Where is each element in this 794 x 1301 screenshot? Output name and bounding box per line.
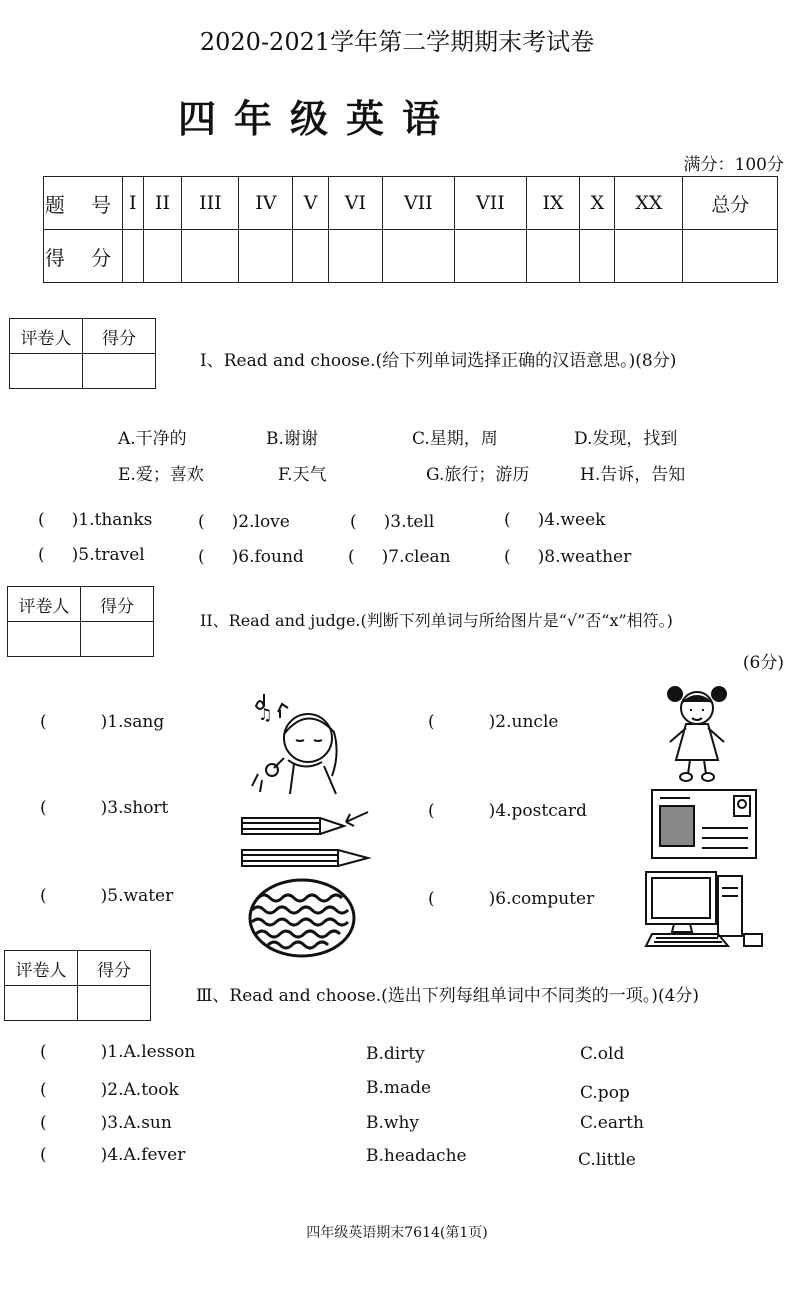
s3-row-2-b: B.made: [366, 1078, 432, 1098]
s3-row-3-c: C.earth: [580, 1113, 644, 1133]
score-cell[interactable]: [143, 230, 182, 283]
grader-cell[interactable]: [8, 622, 81, 657]
s2-question-4[interactable]: ( )4.postcard: [428, 801, 587, 821]
s1-question-7[interactable]: ( )7.clean: [348, 547, 451, 567]
grader-cell[interactable]: [10, 354, 83, 389]
s1-question-8[interactable]: ( )8.weather: [504, 547, 632, 567]
score-cell[interactable]: [580, 230, 615, 283]
watermelon-picture: [248, 878, 356, 958]
s1-question-5[interactable]: ( )5.travel: [38, 545, 145, 565]
s3-row-2-c: C.pop: [580, 1083, 630, 1103]
s1-question-4[interactable]: ( )4.week: [504, 510, 606, 530]
grader-label: 评卷人: [8, 587, 81, 622]
score-table-header-row: [44, 177, 778, 230]
option-h: H.告诉，告知: [580, 465, 686, 485]
section-1-title: I、Read and choose.(给下列单词选择正确的汉语意思。)(8分): [200, 351, 677, 371]
column-header-total: 总分: [683, 177, 778, 230]
column-header: XX: [615, 177, 683, 230]
column-header: I: [123, 177, 144, 230]
exam-subtitle: 四年级英语: [178, 96, 459, 141]
grader-box-2: [7, 586, 154, 657]
s3-row-4-b: B.headache: [366, 1146, 467, 1166]
grader-cell[interactable]: [5, 986, 78, 1021]
computer-picture: [644, 868, 768, 952]
column-header: VII: [454, 177, 526, 230]
page-footer: 四年级英语期末7614(第1页): [306, 1225, 488, 1241]
s3-row-4-c: C.little: [578, 1150, 636, 1170]
score-table-score-row: [44, 230, 778, 283]
s3-row-1-a[interactable]: ( )1.A.lesson: [40, 1042, 196, 1062]
s3-row-3-a[interactable]: ( )3.A.sun: [40, 1113, 172, 1133]
score-cell[interactable]: [615, 230, 683, 283]
column-header: IV: [239, 177, 293, 230]
exam-title: 2020-2021学年第二学期期末考试卷: [199, 28, 595, 56]
grader-box-3: [4, 950, 151, 1021]
pencils-picture: [240, 808, 374, 874]
grader-box-1: [9, 318, 156, 389]
score-cell[interactable]: [526, 230, 579, 283]
option-b: B.谢谢: [266, 429, 318, 449]
s3-row-1-b: B.dirty: [366, 1044, 425, 1064]
postcard-picture: [650, 788, 760, 860]
section-2-points: (6分): [742, 653, 784, 673]
s1-question-6[interactable]: ( )6.found: [198, 547, 304, 567]
column-header: VII: [382, 177, 454, 230]
column-header: IX: [526, 177, 579, 230]
s3-row-3-b: B.why: [366, 1113, 420, 1133]
s2-question-1[interactable]: ( )1.sang: [40, 712, 165, 732]
score-label: 得分: [83, 319, 156, 354]
score-cell[interactable]: [182, 230, 239, 283]
score-cell-total[interactable]: [683, 230, 778, 283]
column-header: V: [293, 177, 329, 230]
score-cell[interactable]: [78, 986, 151, 1021]
s3-row-2-a[interactable]: ( )2.A.took: [40, 1080, 179, 1100]
s1-question-2[interactable]: ( )2.love: [198, 512, 290, 532]
singing-girl-picture: [244, 694, 360, 798]
option-d: D.发现，找到: [574, 429, 678, 449]
s3-row-4-a[interactable]: ( )4.A.fever: [40, 1145, 186, 1165]
score-cell[interactable]: [293, 230, 329, 283]
option-e: E.爱；喜欢: [118, 465, 204, 485]
score-cell[interactable]: [81, 622, 154, 657]
option-a: A.干净的: [118, 429, 187, 449]
score-cell[interactable]: [123, 230, 144, 283]
option-g: G.旅行；游历: [426, 465, 530, 485]
little-girl-picture: [662, 682, 732, 782]
s2-question-3[interactable]: ( )3.short: [40, 798, 169, 818]
column-header: III: [182, 177, 239, 230]
score-label: 得分: [81, 587, 154, 622]
section-3-title: Ⅲ、Read and choose.(选出下列每组单词中不同类的一项。)(4分): [196, 986, 700, 1006]
score-cell[interactable]: [382, 230, 454, 283]
column-header: X: [580, 177, 615, 230]
full-score: 满分：100分: [683, 155, 784, 175]
option-c: C.星期，周: [412, 429, 498, 449]
s1-question-1[interactable]: ( )1.thanks: [38, 510, 153, 530]
column-header: VI: [328, 177, 382, 230]
s2-question-2[interactable]: ( )2.uncle: [428, 712, 559, 732]
row-label-score: 得 分: [44, 230, 123, 283]
column-header: II: [143, 177, 182, 230]
option-f: F.天气: [278, 465, 327, 485]
score-cell[interactable]: [239, 230, 293, 283]
score-label: 得分: [78, 951, 151, 986]
s2-question-5[interactable]: ( )5.water: [40, 886, 174, 906]
s2-question-6[interactable]: ( )6.computer: [428, 889, 595, 909]
score-table: [43, 176, 778, 283]
svg-text:♫: ♫: [258, 705, 273, 724]
section-2-title: II、Read and judge.(判断下列单词与所给图片是“√”否“x”相符。): [200, 611, 673, 630]
row-label-question-number: 题 号: [44, 177, 123, 230]
s3-row-1-c: C.old: [580, 1044, 625, 1064]
score-cell[interactable]: [454, 230, 526, 283]
grader-label: 评卷人: [10, 319, 83, 354]
score-cell[interactable]: [328, 230, 382, 283]
s1-question-3[interactable]: ( )3.tell: [350, 512, 435, 532]
grader-label: 评卷人: [5, 951, 78, 986]
score-cell[interactable]: [83, 354, 156, 389]
